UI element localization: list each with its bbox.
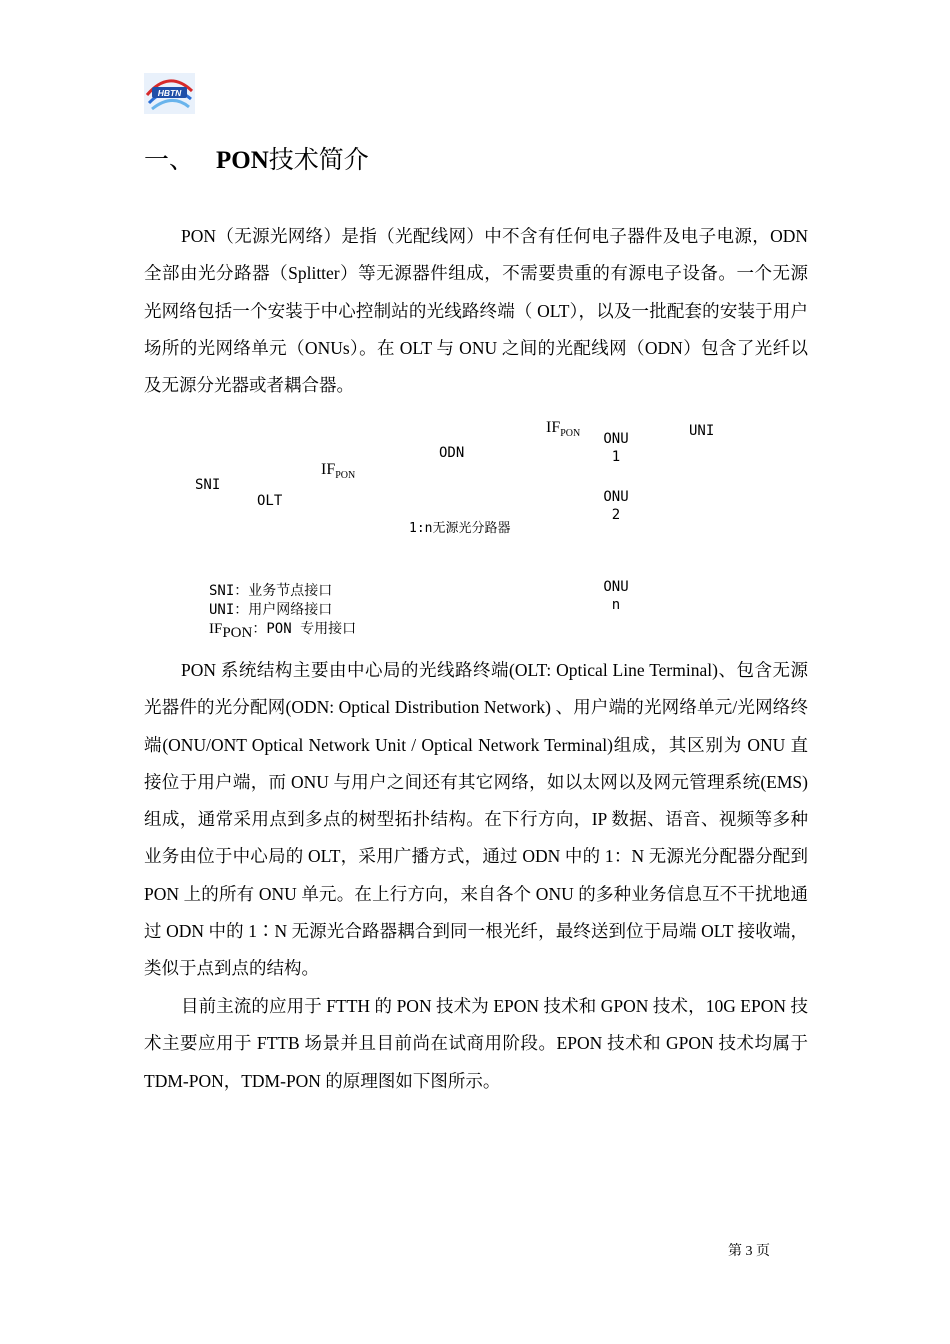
paragraph-pon-mainstream: 目前主流的应用于 FTTH 的 PON 技术为 EPON 技术和 GPON 技术，10G EPON 技术主要应用于 FTTB 场景并且目前尚在试商用阶段。EPON 技术和 GPON 技术均属于 TDM-PON，TDM-PON 的原理图如下图所示。 <box>144 996 808 1091</box>
diagram-ifpon-onu-label: $IF_{PON}$ <box>546 419 581 440</box>
legend-uni: UNI：用户网络接口 <box>209 602 333 618</box>
company-logo <box>144 73 195 114</box>
heading-rest: 技术简介 <box>268 147 369 174</box>
logo-text: HBTN <box>157 88 182 98</box>
page-number: 第 3 页 <box>728 1244 770 1259</box>
diagram-ifpon-olt-label: $IF_{PON}$ <box>321 461 356 482</box>
heading-bold: PON <box>216 147 269 174</box>
diagram-onun-label: ONU n <box>603 579 629 613</box>
heading-number: 一、 <box>144 147 195 174</box>
paragraph-pon-intro: PON（无源光网络）是指（光配线网）中不含有任何电子器件及电子电源，ODN 全部由光分路器（Splitter）等无源器件组成，不需要贵重的有源电子设备。一个无源光网络包括一个安装于中心控制站的光线路终端（ OLT），以及一批配套的安装于用户场所的光网络单元（ONUs）。在 OLT 与 ONU 之间的光配线网（ODN）包含了光纤以及无源分光器或者耦合器。 <box>144 226 808 396</box>
diagram-uni-label: UNI <box>689 423 715 439</box>
diagram-olt-label: OLT <box>257 493 283 509</box>
diagram-onu2-label: ONU 2 <box>603 489 629 523</box>
legend-ifpon: $IF_{PON}$：PON 专用接口 <box>209 621 357 641</box>
diagram-odn-label: ODN <box>439 445 465 461</box>
diagram-splitter-label: 1:n无源光分路器 <box>409 521 511 536</box>
diagram-onu1-label: ONU 1 <box>603 431 629 465</box>
legend-sni: SNI：业务节点接口 <box>209 583 333 599</box>
paragraph-pon-architecture: PON 系统结构主要由中心局的光线路终端(OLT: Optical Line Terminal)、包含无源光器件的光分配网(ODN: Optical Distribution Network) 、用户端的光网络单元/光网络终端(ONU/ONT Optical Network Unit / Optical Network Terminal)组成，其区别为 ONU 直接位于用户端，而 ONU 与用户之间还有其它网络，如以太网以及网元管理系统(EMS)组成，通常采用点到多点的树型拓扑结构。在下行方向，IP 数据、语音、视频等多种业务由位于中心局的 OLT，采用广播方式，通过 ODN 中的 1：N 无源光分配器分配到 PON 上的所有 ONU 单元。在上行方向，来自各个 ONU 的多种业务信息互不干扰地通过 ODN 中的 1∶N 无源光合路器耦合到同一根光纤，最终送到位于局端 OLT 接收端，类似于点到点的结构。 <box>144 660 808 979</box>
section-heading <box>144 143 369 179</box>
diagram-sni-label: SNI <box>195 477 221 493</box>
